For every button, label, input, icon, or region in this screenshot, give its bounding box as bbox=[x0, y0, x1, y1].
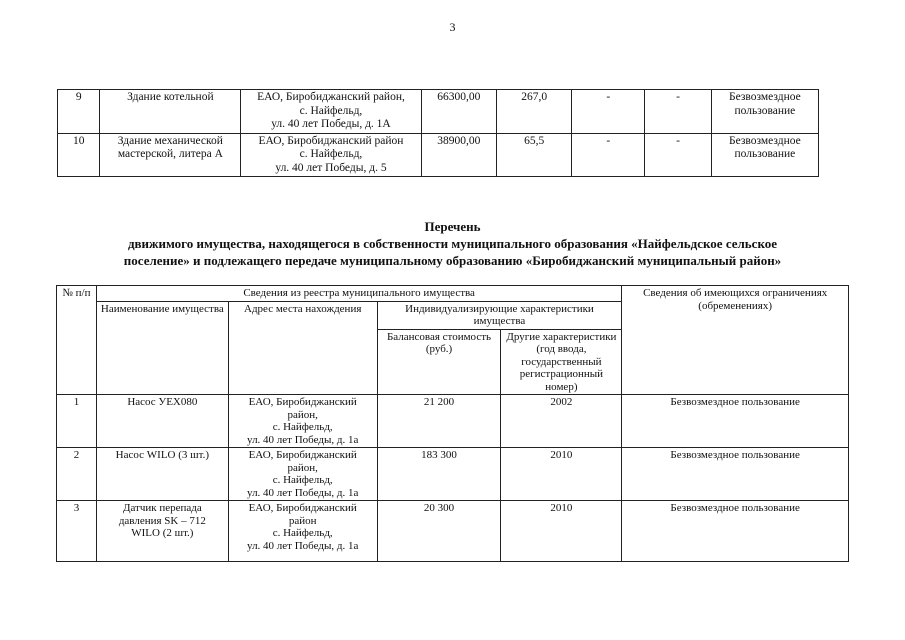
movable-property-table bbox=[56, 285, 849, 562]
property-cell-7: - bbox=[645, 133, 711, 177]
row-number: 10 bbox=[58, 133, 100, 177]
item-balance-cost: 183 300 bbox=[377, 448, 501, 501]
property-name: Здание механической мастерской, литера А bbox=[100, 133, 241, 177]
item-encumbrance: Безвозмездное пользование bbox=[622, 501, 849, 562]
property-area: 267,0 bbox=[497, 90, 572, 134]
item-name: Насос WILO (3 шт.) bbox=[96, 448, 228, 501]
item-name: Датчик перепада давления SK – 712 WILO (2 шт.) bbox=[96, 501, 228, 562]
table-row bbox=[57, 501, 849, 562]
item-other: 2010 bbox=[501, 448, 622, 501]
row-number: 1 bbox=[57, 395, 97, 448]
property-cell-6: - bbox=[572, 90, 645, 134]
property-encumbrance: Безвозмездное пользование bbox=[711, 133, 818, 177]
row-number: 3 bbox=[57, 501, 97, 562]
table-row bbox=[58, 90, 819, 134]
property-name: Здание котельной bbox=[100, 90, 241, 134]
item-other: 2010 bbox=[501, 501, 622, 562]
property-cell-6: - bbox=[572, 133, 645, 177]
item-address: ЕАО, Биробиджанский район, с. Найфельд, ул. 40 лет Победы, д. 1а bbox=[228, 448, 377, 501]
table-row bbox=[58, 133, 819, 177]
header-characteristics: Индивидуализирующие характеристики имущества bbox=[377, 301, 622, 329]
header-other-characteristics: Другие характеристики (год ввода, государственный регистрационный номер) bbox=[501, 329, 622, 395]
header-balance-cost: Балансовая стоимость (руб.) bbox=[377, 329, 501, 395]
property-encumbrance: Безвозмездное пользование bbox=[711, 90, 818, 134]
property-area: 65,5 bbox=[497, 133, 572, 177]
item-encumbrance: Безвозмездное пользование bbox=[622, 395, 849, 448]
header-name: Наименование имущества bbox=[96, 301, 228, 395]
header-registry: Сведения из реестра муниципального имущества bbox=[96, 286, 621, 302]
item-address: ЕАО, Биробиджанский район с. Найфельд, ул. 40 лет Победы, д. 1а bbox=[228, 501, 377, 562]
page-number: 3 bbox=[449, 20, 456, 34]
item-balance-cost: 20 300 bbox=[377, 501, 501, 562]
property-cost: 38900,00 bbox=[421, 133, 496, 177]
property-table-continuation bbox=[57, 89, 819, 177]
table-row bbox=[57, 395, 849, 448]
property-address: ЕАО, Биробиджанский район, с. Найфельд, ул. 40 лет Победы, д. 1А bbox=[241, 90, 421, 134]
heading-subtitle-line-1: движимого имущества, находящегося в собственности муниципального образования «Найфельдское сельское bbox=[127, 236, 778, 251]
row-number: 9 bbox=[58, 90, 100, 134]
header-address: Адрес места нахождения bbox=[228, 301, 377, 395]
document-heading bbox=[0, 218, 905, 269]
item-other: 2002 bbox=[501, 395, 622, 448]
heading-subtitle-line-2: поселение» и подлежащего передаче муниципальному образованию «Биробиджанский муниципальный район» bbox=[123, 253, 782, 268]
item-encumbrance: Безвозмездное пользование bbox=[622, 448, 849, 501]
property-address: ЕАО, Биробиджанский район с. Найфельд, ул. 40 лет Победы, д. 5 bbox=[241, 133, 421, 177]
row-number: 2 bbox=[57, 448, 97, 501]
item-address: ЕАО, Биробиджанский район, с. Найфельд, ул. 40 лет Победы, д. 1а bbox=[228, 395, 377, 448]
heading-title: Перечень bbox=[424, 219, 481, 234]
header-encumbrances: Сведения об имеющихся ограничениях (обременениях) bbox=[622, 286, 849, 395]
header-number: № п/п bbox=[57, 286, 97, 395]
table-row bbox=[57, 448, 849, 501]
item-balance-cost: 21 200 bbox=[377, 395, 501, 448]
property-cell-7: - bbox=[645, 90, 711, 134]
item-name: Насос УЕХ080 bbox=[96, 395, 228, 448]
property-cost: 66300,00 bbox=[421, 90, 496, 134]
